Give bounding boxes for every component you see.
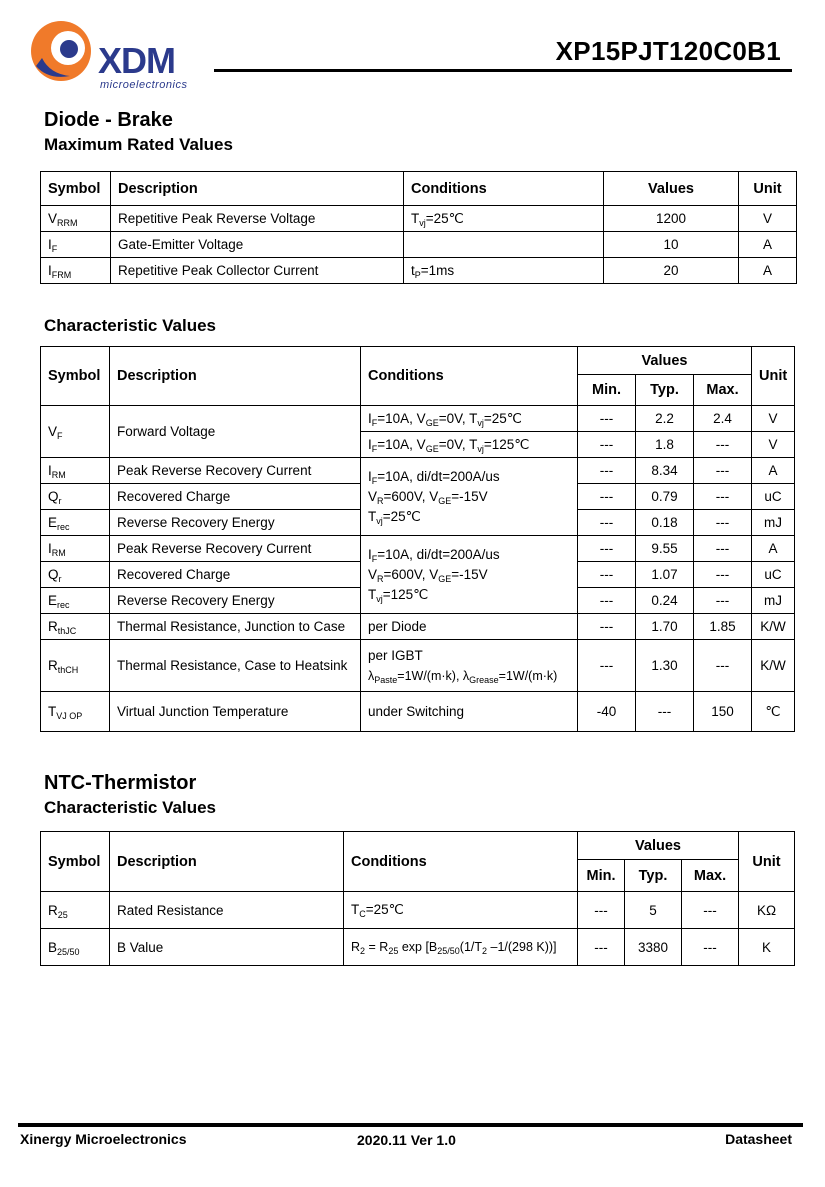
conditions-cell <box>404 232 604 258</box>
header-description: Description <box>110 832 344 892</box>
char-values-title: Characteristic Values <box>44 316 216 335</box>
header-conditions: Conditions <box>344 832 578 892</box>
min-cell: --- <box>578 640 636 692</box>
header-min: Min. <box>578 375 636 406</box>
symbol-cell: $I_{FRM}$ <box>41 258 111 284</box>
table-row <box>41 614 795 640</box>
max-rated-table <box>40 171 797 284</box>
table-row <box>41 458 795 484</box>
header-unit: Unit <box>739 832 795 892</box>
table-row <box>41 640 795 692</box>
header-conditions: Conditions <box>361 347 578 406</box>
min-cell: --- <box>578 484 636 510</box>
max-cell: 2.4 <box>694 406 752 432</box>
header-description: Description <box>110 347 361 406</box>
description-cell: Gate-Emitter Voltage <box>111 232 404 258</box>
header-divider <box>214 69 792 72</box>
typ-cell: 2.2 <box>636 406 694 432</box>
symbol-cell: $V_{RRM}$ <box>41 206 111 232</box>
table-header-row <box>41 832 795 860</box>
description-cell: B Value <box>110 929 344 966</box>
description-cell: Reverse Recovery Energy <box>110 588 361 614</box>
typ-cell: 1.70 <box>636 614 694 640</box>
company-logo <box>28 14 208 96</box>
min-cell: --- <box>578 510 636 536</box>
description-cell: Reverse Recovery Energy <box>110 510 361 536</box>
typ-cell: 0.18 <box>636 510 694 536</box>
table-row <box>41 406 795 432</box>
max-cell: --- <box>694 536 752 562</box>
typ-cell: 0.79 <box>636 484 694 510</box>
unit-cell: KΩ <box>739 892 795 929</box>
header-values: Values <box>604 172 739 206</box>
min-cell: -40 <box>578 692 636 732</box>
min-cell: --- <box>578 406 636 432</box>
unit-cell: V <box>739 206 797 232</box>
section-title-diode: Diode - Brake <box>44 109 173 131</box>
max-cell: --- <box>694 562 752 588</box>
ntc-char-values-title: Characteristic Values <box>44 798 216 817</box>
header-max: Max. <box>694 375 752 406</box>
typ-cell: --- <box>636 692 694 732</box>
unit-cell: uC <box>752 562 795 588</box>
table-row <box>41 232 797 258</box>
max-rated-title: Maximum Rated Values <box>44 135 233 154</box>
logo-mark-icon <box>28 18 98 88</box>
conditions-cell: under Switching <box>361 692 578 732</box>
min-cell: --- <box>578 536 636 562</box>
min-cell: --- <box>578 432 636 458</box>
symbol-cell: $E_{rec}$ <box>41 588 110 614</box>
conditions-cell: $I_F=10A$, $V_{GE}=0V$, $T_{vj}=25℃$ <box>361 406 578 432</box>
unit-cell: A <box>739 258 797 284</box>
value-cell: 10 <box>604 232 739 258</box>
typ-cell: 3380 <box>625 929 682 966</box>
unit-cell: K/W <box>752 614 795 640</box>
description-cell: Forward Voltage <box>110 406 361 458</box>
conditions-cell: $I_F=10A$, $V_{GE}=0V$, $T_{vj}=125℃$ <box>361 432 578 458</box>
header-typ: Typ. <box>636 375 694 406</box>
max-cell: --- <box>694 484 752 510</box>
value-cell: 20 <box>604 258 739 284</box>
table-row <box>41 692 795 732</box>
logo-subtext: microelectronics <box>100 79 188 91</box>
header-symbol: Symbol <box>41 347 110 406</box>
conditions-cell: $R_2 = R_{25}$ $\exp [B_{25/50}(1/T_2$ –1/(298 K))] <box>344 929 578 966</box>
logo-wordmark: XDM <box>98 40 175 81</box>
min-cell: --- <box>578 929 625 966</box>
max-cell: --- <box>694 432 752 458</box>
conditions-cell: per Diode <box>361 614 578 640</box>
conditions-cell: $t_P=1ms$ <box>404 258 604 284</box>
description-cell: Peak Reverse Recovery Current <box>110 536 361 562</box>
footer-divider <box>18 1123 803 1127</box>
unit-cell: K/W <box>752 640 795 692</box>
footer-doc-type: Datasheet <box>725 1131 792 1147</box>
typ-cell: 9.55 <box>636 536 694 562</box>
conditions-cell: $I_F=10A$, di/dt=200A/us $V_R=600V$, $V_{GE}=-15V$ $T_{vj}=25℃$ <box>361 458 578 536</box>
symbol-cell: $E_{rec}$ <box>41 510 110 536</box>
typ-cell: 1.8 <box>636 432 694 458</box>
unit-cell: K <box>739 929 795 966</box>
min-cell: --- <box>578 892 625 929</box>
symbol-cell: $Q_r$ <box>41 562 110 588</box>
footer-company: Xinergy Microelectronics <box>20 1131 187 1147</box>
description-cell: Recovered Charge <box>110 562 361 588</box>
header-unit: Unit <box>739 172 797 206</box>
header-min: Min. <box>578 860 625 892</box>
table-row <box>41 536 795 562</box>
header-values: Values <box>578 832 739 860</box>
description-cell: Peak Reverse Recovery Current <box>110 458 361 484</box>
description-cell: Rated Resistance <box>110 892 344 929</box>
unit-cell: mJ <box>752 510 795 536</box>
header-symbol: Symbol <box>41 172 111 206</box>
header-conditions: Conditions <box>404 172 604 206</box>
conditions-cell: per IGBT $\lambda_{Paste}=1W/(m\cdot k)$, $\lambda_{Grease}=1W/(m\cdot k)$ <box>361 640 578 692</box>
symbol-cell: $I_{RM}$ <box>41 458 110 484</box>
header-unit: Unit <box>752 347 795 406</box>
value-cell: 1200 <box>604 206 739 232</box>
header-description: Description <box>111 172 404 206</box>
section-title-ntc: NTC-Thermistor <box>44 772 197 794</box>
description-cell: Repetitive Peak Collector Current <box>111 258 404 284</box>
max-cell: --- <box>694 640 752 692</box>
max-cell: --- <box>682 929 739 966</box>
diode-characteristic-table <box>40 346 795 732</box>
unit-cell: uC <box>752 484 795 510</box>
symbol-cell: $I_{RM}$ <box>41 536 110 562</box>
unit-cell: V <box>752 406 795 432</box>
header-symbol: Symbol <box>41 832 110 892</box>
conditions-cell: $I_F=10A$, di/dt=200A/us $V_R=600V$, $V_{GE}=-15V$ $T_{vj}=125℃$ <box>361 536 578 614</box>
max-cell: 1.85 <box>694 614 752 640</box>
max-cell: --- <box>694 510 752 536</box>
symbol-cell: $R_{thJC}$ <box>41 614 110 640</box>
symbol-cell: $R_{25}$ <box>41 892 110 929</box>
symbol-cell: $I_F$ <box>41 232 111 258</box>
typ-cell: 0.24 <box>636 588 694 614</box>
part-number: XP15PJT120C0B1 <box>555 36 781 66</box>
description-cell: Repetitive Peak Reverse Voltage <box>111 206 404 232</box>
symbol-cell: $V_F$ <box>41 406 110 458</box>
symbol-cell: $Q_r$ <box>41 484 110 510</box>
description-cell: Recovered Charge <box>110 484 361 510</box>
typ-cell: 1.30 <box>636 640 694 692</box>
symbol-cell: $T_{VJ OP}$ <box>41 692 110 732</box>
max-cell: --- <box>694 588 752 614</box>
header-max: Max. <box>682 860 739 892</box>
table-header-row <box>41 172 797 206</box>
typ-cell: 8.34 <box>636 458 694 484</box>
min-cell: --- <box>578 458 636 484</box>
header-typ: Typ. <box>625 860 682 892</box>
description-cell: Thermal Resistance, Case to Heatsink <box>110 640 361 692</box>
ntc-characteristic-table <box>40 831 795 966</box>
unit-cell: A <box>739 232 797 258</box>
symbol-cell: $R_{thCH}$ <box>41 640 110 692</box>
table-row <box>41 892 795 929</box>
max-cell: --- <box>694 458 752 484</box>
symbol-cell: $B_{25/50}$ <box>41 929 110 966</box>
header-values: Values <box>578 347 752 375</box>
description-cell: Thermal Resistance, Junction to Case <box>110 614 361 640</box>
min-cell: --- <box>578 614 636 640</box>
max-cell: 150 <box>694 692 752 732</box>
table-header-row <box>41 347 795 375</box>
unit-cell: A <box>752 458 795 484</box>
max-cell: --- <box>682 892 739 929</box>
table-row <box>41 258 797 284</box>
min-cell: --- <box>578 588 636 614</box>
conditions-cell: $T_C=25℃$ <box>344 892 578 929</box>
table-row <box>41 929 795 966</box>
conditions-cell: $T_{vj}=25℃$ <box>404 206 604 232</box>
min-cell: --- <box>578 562 636 588</box>
description-cell: Virtual Junction Temperature <box>110 692 361 732</box>
typ-cell: 1.07 <box>636 562 694 588</box>
table-row <box>41 206 797 232</box>
unit-cell: A <box>752 536 795 562</box>
unit-cell: ℃ <box>752 692 795 732</box>
typ-cell: 5 <box>625 892 682 929</box>
unit-cell: V <box>752 432 795 458</box>
unit-cell: mJ <box>752 588 795 614</box>
footer-version: 2020.11 Ver 1.0 <box>357 1132 456 1148</box>
